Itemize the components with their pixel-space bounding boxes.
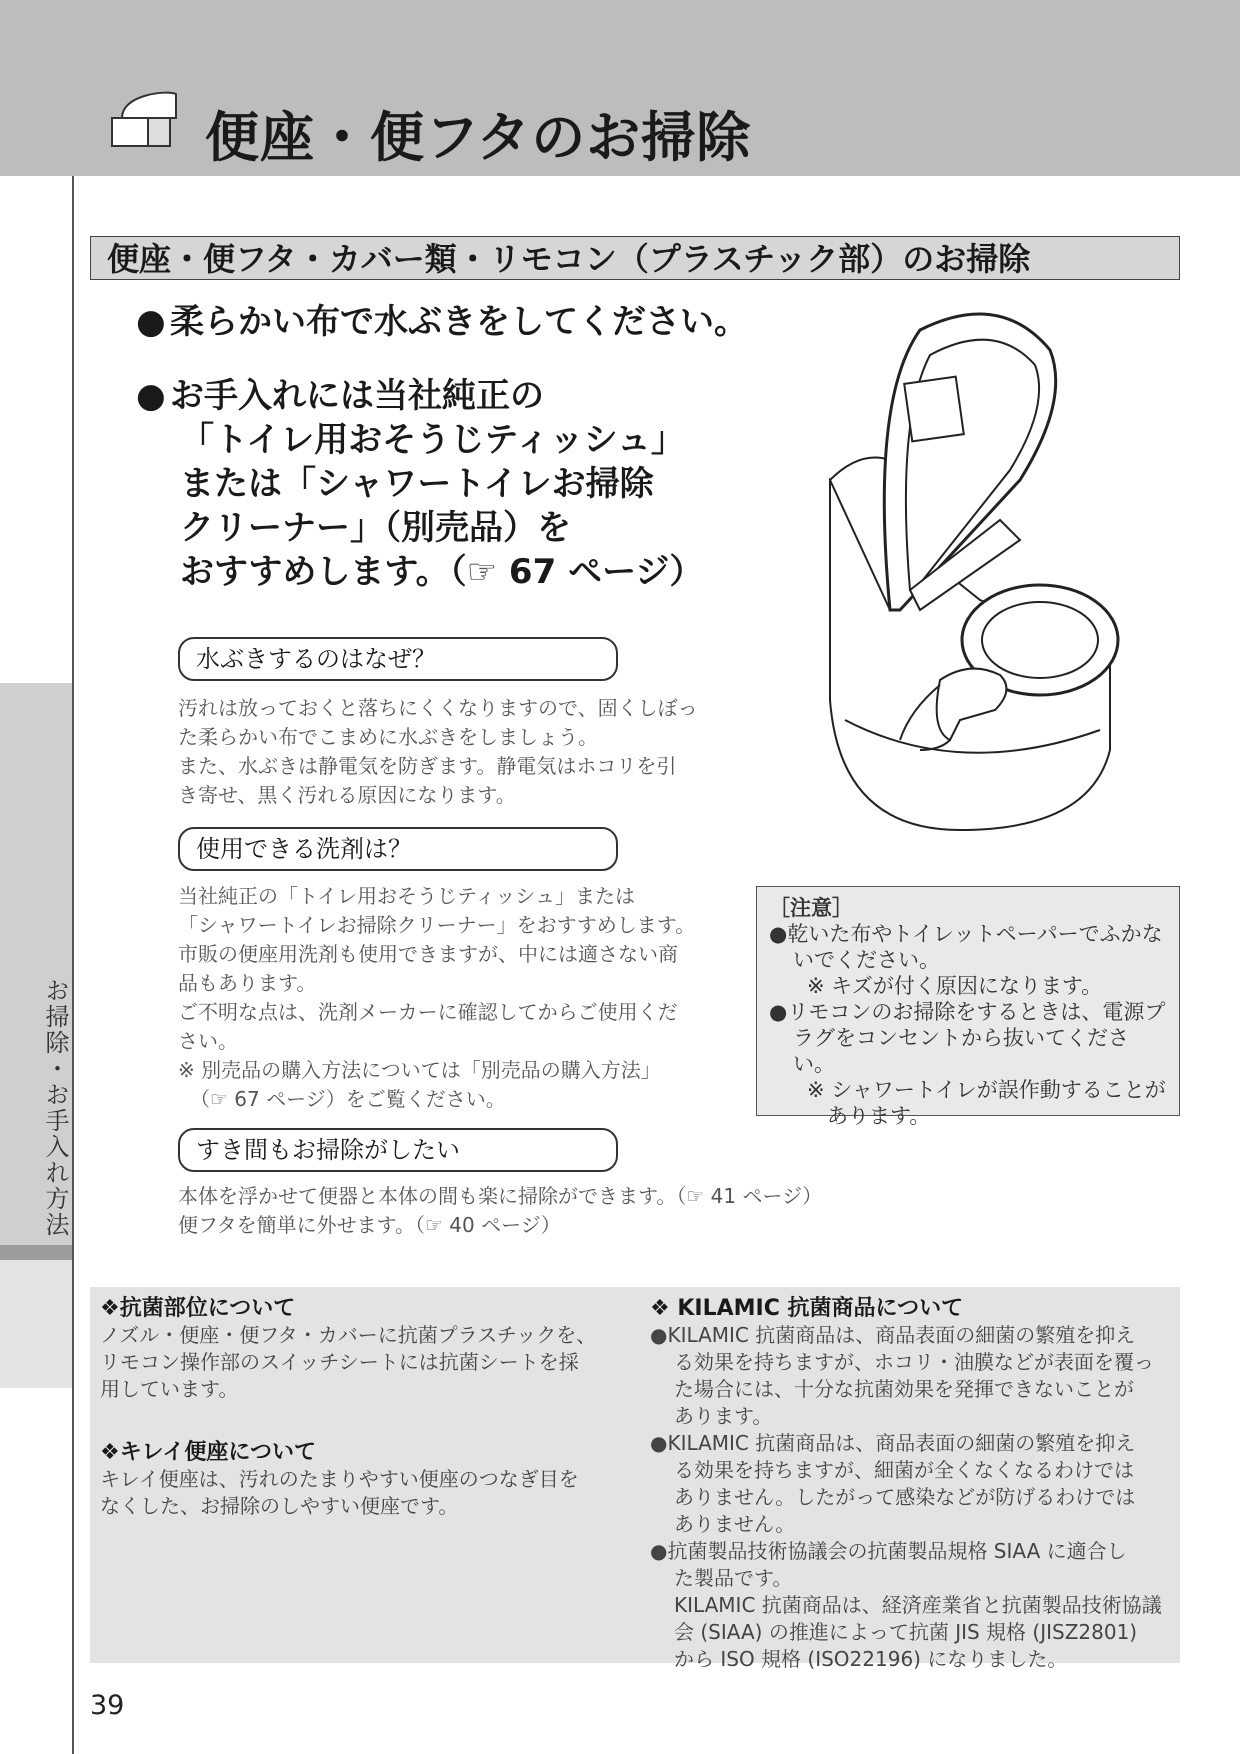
caution-note: ※ キズが付く原因になります。 [807, 974, 1103, 998]
kilamic-line: ●抗菌製品技術協議会の抗菌製品規格 SIAA に適合し [650, 1539, 1127, 1563]
q3-heading: すき間もお掃除がしたい [178, 1128, 618, 1172]
kilamic-line: KILAMIC 抗菌商品は、経済産業省と抗菌製品技術協議 [674, 1593, 1162, 1617]
kirei-line: キレイ便座は、汚れのたまりやすい便座のつなぎ目を [100, 1467, 579, 1491]
side-tab-label: お掃除・お手入れ方法 [41, 978, 69, 1238]
q1-line: 汚れは放っておくと落ちにくくなりますので、固くしぼっ [178, 696, 698, 720]
q2-line: （☞ 67 ページ）をご覧ください。 [190, 1087, 506, 1111]
bullet-text: お手入れには当社純正の [170, 376, 544, 416]
antibac-line: リモコン操作部のスイッチシートには抗菌シートを採 [100, 1350, 579, 1374]
q2-line: 市販の便座用洗剤も使用できますが、中には適さない商 [178, 942, 678, 966]
q2-heading: 使用できる洗剤は？ [178, 827, 618, 871]
bullet-wipe [136, 300, 748, 344]
q3-body [178, 1182, 822, 1240]
q2-line: 「シャワートイレお掃除クリーナー」をおすすめします。 [178, 913, 696, 937]
q2-line: 品もあります。 [178, 971, 317, 995]
bullet-recommend [136, 374, 703, 594]
q1-body [178, 694, 698, 810]
kilamic-line: ●KILAMIC 抗菌商品は、商品表面の細菌の繁殖を抑え [650, 1323, 1136, 1347]
side-tab-marker [0, 1245, 72, 1260]
page-title: 便座・便フタのお掃除 [205, 106, 752, 169]
kilamic-line: た製品です。 [674, 1566, 793, 1590]
kilamic-title: ❖ KILAMIC 抗菌商品について [650, 1296, 964, 1321]
kilamic-line: ありません。 [674, 1512, 796, 1536]
side-tab-lower [0, 1260, 72, 1388]
toilet-cleaning-illustration [800, 310, 1130, 840]
caution-line: ●乾いた布やトイレットペーパーでふかな [769, 922, 1163, 946]
kilamic-line: 会 (SIAA) の推進によって抗菌 JIS 規格 (JISZ2801) [674, 1620, 1138, 1644]
kilamic-line: あります。 [674, 1404, 773, 1428]
bullet-text: または「シャワートイレお掃除 [180, 464, 654, 504]
antibac-line: 用しています。 [100, 1377, 239, 1401]
antibac-line: ノズル・便座・便フタ・カバーに抗菌プラスチックを、 [100, 1323, 597, 1347]
q1-heading: 水ぶきするのはなぜ？ [178, 637, 618, 681]
bullet-text: おすすめします。（☞ 67 ページ） [180, 552, 704, 592]
q1-line: た柔らかい布でこまめに水ぶきをしましょう。 [178, 725, 598, 749]
q2-line: さい。 [178, 1029, 238, 1053]
left-rule [72, 176, 74, 1754]
caution-line: ●リモコンのお掃除をするときは、電源プ [769, 1000, 1166, 1024]
kirei-section [100, 1439, 620, 1520]
q3-line: 本体を浮かせて便器と本体の間も楽に掃除ができます。（☞ 41 ページ） [178, 1184, 823, 1208]
page-number: 39 [90, 1690, 125, 1721]
caution-title: ［注意］ [769, 896, 853, 920]
kilamic-line: から ISO 規格 (ISO22196) になりました。 [674, 1647, 1068, 1671]
info-box [90, 1287, 1180, 1671]
kirei-title: ❖キレイ便座について [100, 1440, 316, 1465]
caution-line: いでください。 [793, 948, 940, 972]
bullet-dot: ● [136, 376, 166, 416]
section-heading: 便座・便フタ・カバー類・リモコン（プラスチック部）のお掃除 [90, 236, 1180, 280]
kilamic-line: ●KILAMIC 抗菌商品は、商品表面の細菌の繁殖を抑え [650, 1431, 1136, 1455]
caution-note: ※ シャワートイレが誤作動することが [807, 1078, 1166, 1102]
q2-body [178, 882, 695, 1114]
q3-line: 便フタを簡単に外せます。（☞ 40 ページ） [178, 1213, 561, 1237]
toilet-seat-icon [108, 84, 180, 156]
q1-line: き寄せ、黒く汚れる原因になります。 [178, 783, 516, 807]
q2-line: ご不明な点は、洗剤メーカーに確認してからご使用くだ [178, 1000, 678, 1024]
bullet-text: 「トイレ用おそうじティッシュ」 [180, 420, 685, 460]
caution-note: あります。 [827, 1104, 931, 1128]
q2-line: ※ 別売品の購入方法については「別売品の購入方法」 [178, 1058, 661, 1082]
caution-box [756, 886, 1180, 1128]
kilamic-line: た場合には、十分な抗菌効果を発揮できないことが [674, 1377, 1134, 1401]
kilamic-line: ありません。したがって感染などが防げるわけでは [674, 1485, 1136, 1509]
kilamic-line: る効果を持ちますが、ホコリ・油膜などが表面を覆っ [674, 1350, 1154, 1374]
antibac-section [100, 1295, 620, 1403]
q2-line: 当社純正の「トイレ用おそうじティッシュ」または [178, 884, 635, 908]
antibac-title: ❖抗菌部位について [100, 1296, 296, 1321]
bullet-dot: ● [136, 302, 166, 342]
bullet-text: 柔らかい布で水ぶきをしてください。 [170, 302, 748, 342]
kirei-line: なくした、お掃除のしやすい便座です。 [100, 1494, 459, 1518]
caution-line: ラグをコンセントから抜いてください。 [793, 1026, 1129, 1076]
kilamic-section [650, 1295, 1170, 1673]
q1-line: また、水ぶきは静電気を防ぎます。静電気はホコリを引 [178, 754, 677, 778]
kilamic-line: る効果を持ちますが、細菌が全くなくなるわけでは [674, 1458, 1134, 1482]
bullet-text: クリーナー」（別売品）を [180, 508, 571, 548]
